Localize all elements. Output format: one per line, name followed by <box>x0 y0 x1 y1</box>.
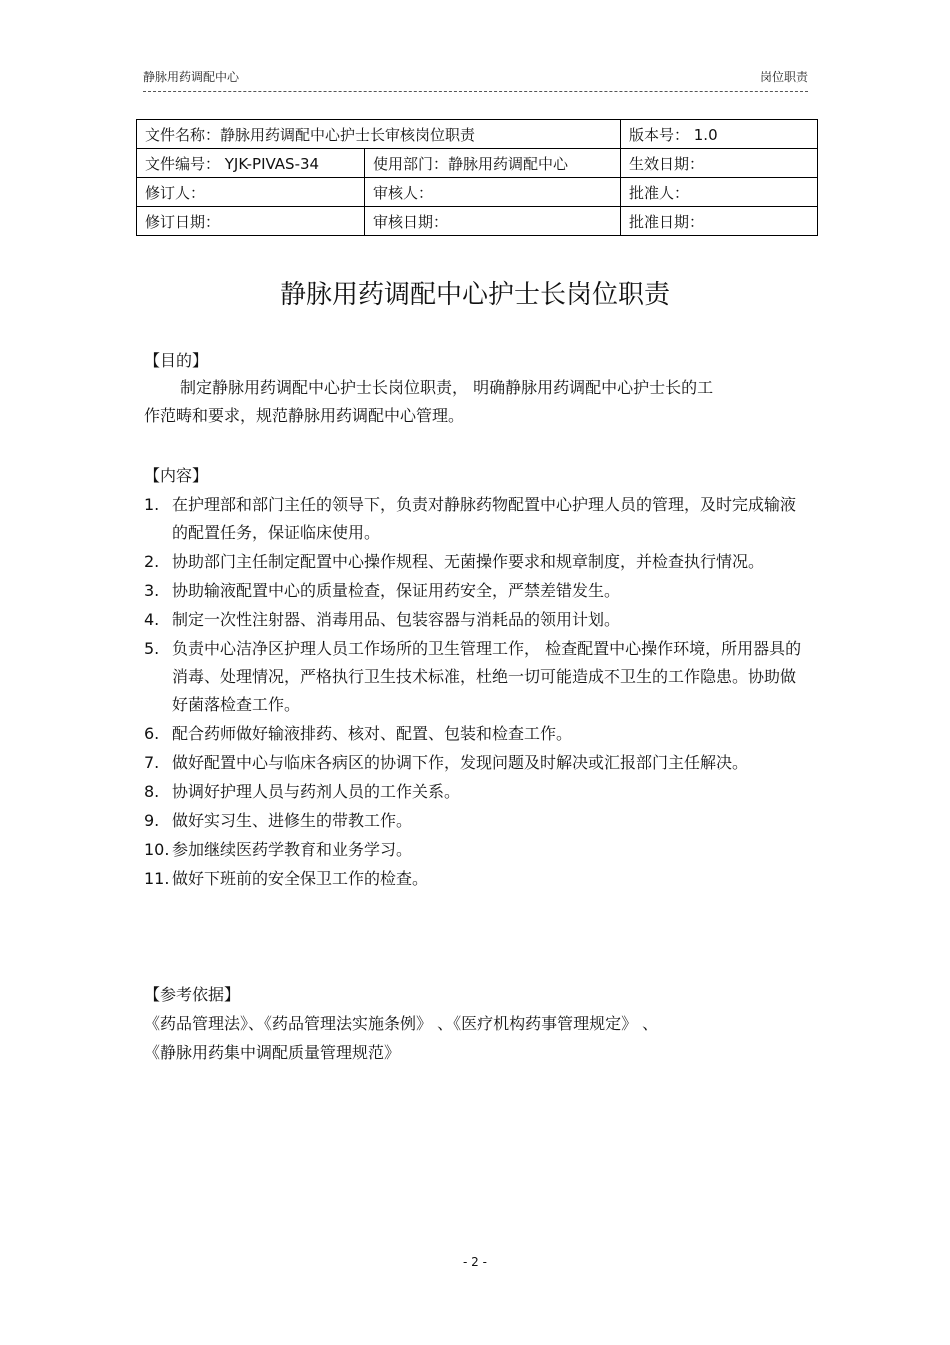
document-info-table <box>136 119 818 236</box>
item-number: 1. <box>144 495 160 514</box>
item-text: 协助部门主任制定配置中心操作规程、无菌操作要求和规章制度，并检查执行情况。 <box>172 552 765 571</box>
item-text: 做好实习生、进修生的带教工作。 <box>172 811 413 830</box>
reviewer-cell: 审核人： <box>365 178 621 207</box>
revision-date-cell: 修订日期： <box>137 207 365 236</box>
list-item <box>144 548 804 576</box>
review-date-cell: 审核日期： <box>365 207 621 236</box>
purpose-line-1: 制定静脉用药调配中心护士长岗位职责， 明确静脉用药调配中心护士长的工 <box>180 378 714 397</box>
file-name-cell: 文件名称：静脉用药调配中心护士长审核岗位职责 <box>137 120 621 149</box>
item-number: 9. <box>144 811 160 830</box>
item-text: 参加继续医药学教育和业务学习。 <box>172 840 413 859</box>
item-text: 协调好护理人员与药剂人员的工作关系。 <box>172 782 461 801</box>
content-heading: 【内容】 <box>144 466 209 485</box>
item-number: 7. <box>144 753 160 772</box>
header-right: 岗位职责 <box>759 70 808 84</box>
references-heading: 【参考依据】 <box>144 985 241 1004</box>
header-left: 静脉用药调配中心 <box>143 70 240 84</box>
purpose-text <box>144 374 804 430</box>
approver-cell: 批准人： <box>621 178 818 207</box>
references-line-2: 《静脉用药集中调配质量管理规范》 <box>144 1043 401 1062</box>
document-title: 静脉用药调配中心护士长岗位职责 <box>279 280 670 310</box>
approval-date-cell: 批准日期： <box>621 207 818 236</box>
file-number-cell: 文件编号： YJK-PIVAS-34 <box>137 149 365 178</box>
item-text: 做好下班前的安全保卫工作的检查。 <box>172 869 429 888</box>
item-number: 11. <box>144 869 170 888</box>
item-text: 在护理部和部门主任的领导下，负责对静脉药物配置中心护理人员的管理，及时完成输液的配置任务，保证临床使用。 <box>172 495 797 542</box>
reviser-cell: 修订人： <box>137 178 365 207</box>
item-text: 制定一次性注射器、消毒用品、包装容器与消耗品的领用计划。 <box>172 610 621 629</box>
item-number: 6. <box>144 724 160 743</box>
list-item <box>144 635 804 719</box>
item-text: 协助输液配置中心的质量检查，保证用药安全，严禁差错发生。 <box>172 581 621 600</box>
page-number: - 2 - <box>463 1255 487 1269</box>
item-text: 做好配置中心与临床各病区的协调下作，发现问题及时解决或汇报部门主任解决。 <box>172 753 749 772</box>
list-item <box>144 865 804 893</box>
department-cell: 使用部门：静脉用药调配中心 <box>365 149 621 178</box>
purpose-heading: 【目的】 <box>144 351 209 370</box>
header-divider <box>143 91 808 92</box>
item-number: 3. <box>144 581 160 600</box>
item-number: 8. <box>144 782 160 801</box>
list-item <box>144 577 804 605</box>
list-item <box>144 720 804 748</box>
version-cell: 版本号： 1.0 <box>621 120 818 149</box>
item-text: 配合药师做好输液排药、核对、配置、包装和检查工作。 <box>172 724 573 743</box>
list-item <box>144 836 804 864</box>
item-number: 2. <box>144 552 160 571</box>
item-text: 负责中心洁净区护理人员工作场所的卫生管理工作， 检查配置中心操作环境，所用器具的消毒、处理情况，严格执行卫生技术标准，杜绝一切可能造成不卫生的工作隐患。协助做好菌落检查工作。 <box>172 639 802 714</box>
item-number: 4. <box>144 610 160 629</box>
duties-list <box>144 491 804 894</box>
list-item <box>144 778 804 806</box>
item-number: 10. <box>144 840 170 859</box>
list-item <box>144 807 804 835</box>
effective-date-cell: 生效日期： <box>621 149 818 178</box>
references-line-1: 《药品管理法》、《药品管理法实施条例》 、《医疗机构药事管理规定》 、 <box>144 1014 659 1033</box>
list-item <box>144 749 804 777</box>
purpose-line-2: 作范畴和要求，规范静脉用药调配中心管理。 <box>144 406 465 425</box>
list-item <box>144 606 804 634</box>
item-number: 5. <box>144 639 160 658</box>
list-item <box>144 491 804 547</box>
